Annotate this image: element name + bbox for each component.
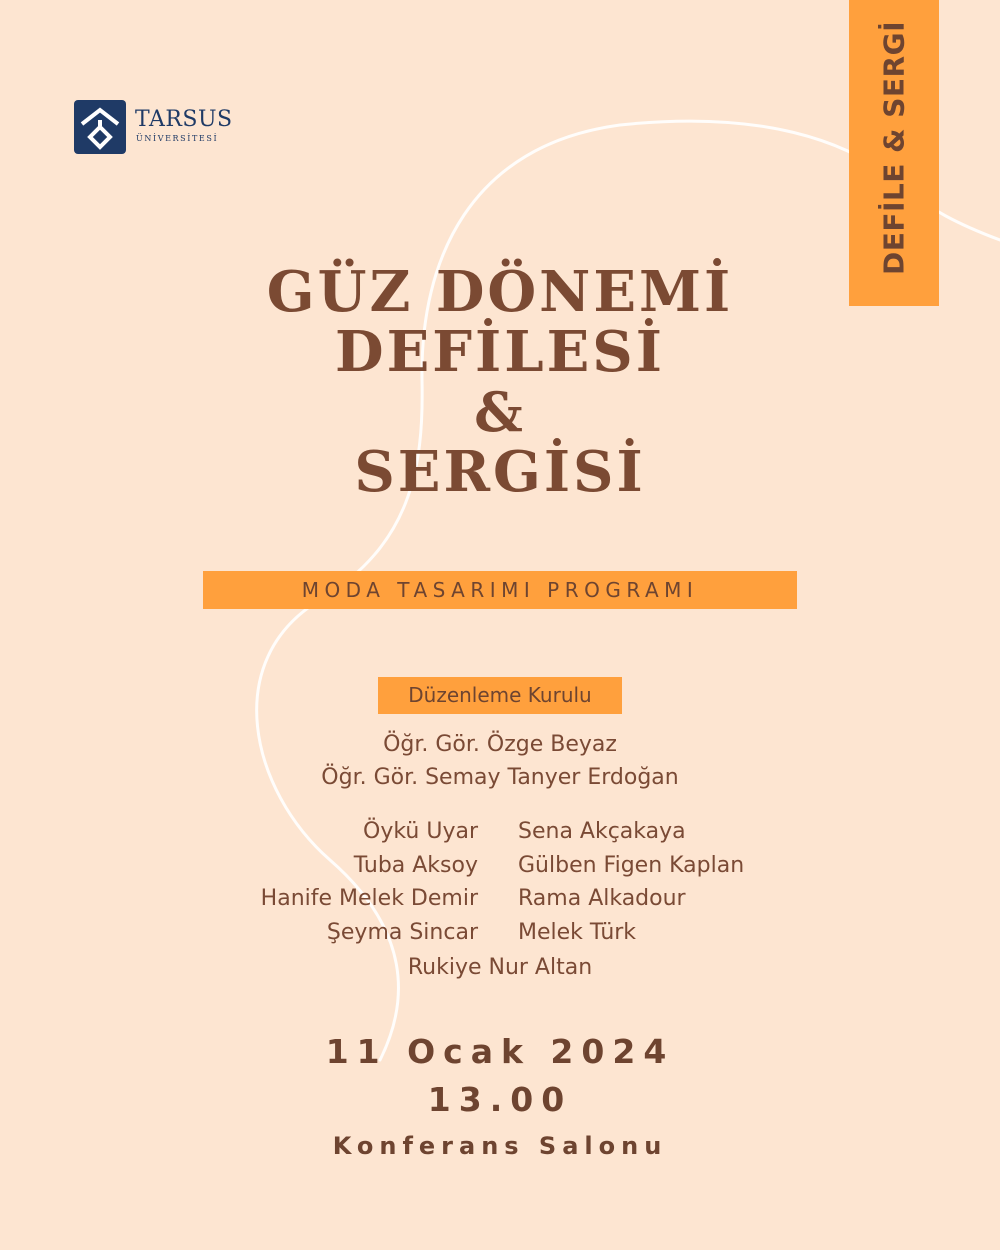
committee-heading: Düzenleme Kurulu — [378, 677, 622, 714]
member-name: Melek Türk — [518, 919, 637, 945]
logo-subtitle: ÜNİVERSİTESİ — [136, 134, 219, 143]
member-name: Gülben Figen Kaplan — [518, 852, 745, 878]
title-line-1: GÜZ DÖNEMİ — [266, 259, 734, 325]
member-list-right — [518, 815, 744, 949]
title-line-2: DEFİLESİ — [335, 319, 665, 385]
logo-name: TARSUS — [135, 107, 233, 132]
title-ampersand: & — [474, 380, 526, 444]
member-name: Sena Akçakaya — [518, 819, 686, 844]
side-tab — [849, 0, 939, 306]
title-line-4: SERGİSİ — [354, 439, 646, 505]
member-name: Tuba Aksoy — [353, 852, 478, 878]
advisor-name: Öğr. Gör. Özge Beyaz — [383, 732, 617, 757]
university-logo — [74, 100, 244, 156]
event-date: 11 Ocak 2024 — [325, 1032, 675, 1071]
university-emblem-icon — [74, 100, 126, 154]
event-time: 13.00 — [427, 1080, 573, 1119]
member-list-left — [261, 815, 478, 949]
program-banner: MODA TASARIMI PROGRAMI — [203, 571, 797, 609]
member-name: Hanife Melek Demir — [260, 886, 478, 911]
member-name: Rukiye Nur Altan — [407, 955, 593, 980]
page-title — [0, 259, 1000, 505]
event-venue: Konferans Salonu — [332, 1132, 668, 1160]
member-name: Rama Alkadour — [518, 886, 686, 911]
advisor-name: Öğr. Gör. Semay Tanyer Erdoğan — [321, 765, 679, 790]
member-name: Öykü Uyar — [363, 819, 478, 844]
side-tab-label: DEFİLE & SERGİ — [877, 20, 911, 276]
member-name: Şeyma Sincar — [326, 919, 478, 945]
